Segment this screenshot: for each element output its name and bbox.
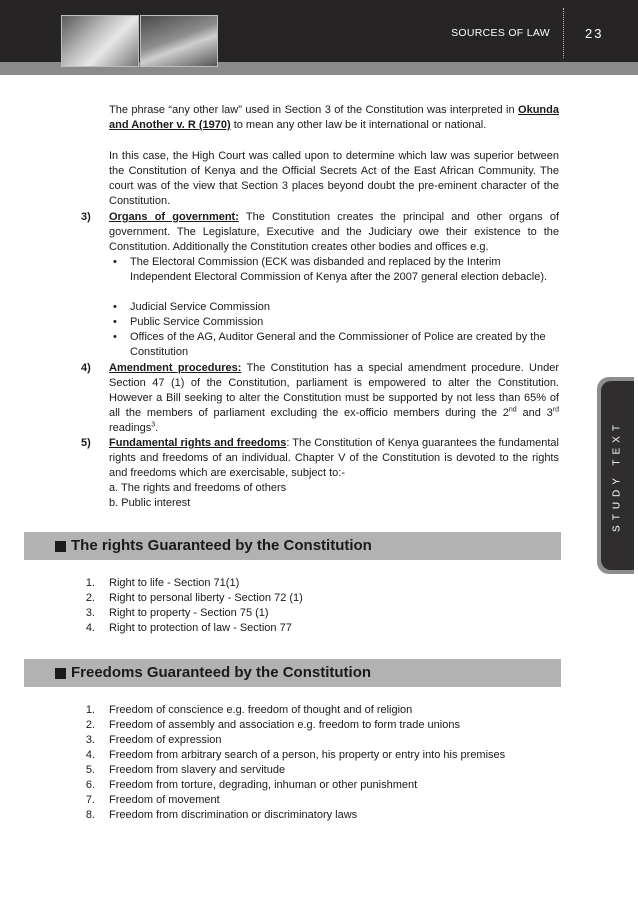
list-number: 2. <box>85 592 95 604</box>
item-4-number: 4) <box>81 362 91 374</box>
list-item: Freedom of expression <box>109 734 222 746</box>
item-3-paragraph <box>109 210 559 255</box>
item-4-text: readings <box>109 422 152 434</box>
item-5-number: 5) <box>81 437 91 449</box>
list-item: Freedom from discrimination or discriminatory laws <box>109 809 358 821</box>
list-item: Right to personal liberty - Section 72 (1) <box>109 592 303 604</box>
list-item: Right to protection of law - Section 77 <box>109 622 292 634</box>
list-item: Freedom from torture, degrading, inhuman or other punishment <box>109 779 418 791</box>
bullet-icon: • <box>113 331 117 343</box>
list-item: Freedom from arbitrary search of a person, his property or entry into his premises <box>109 749 506 761</box>
bullet-icon: • <box>113 256 117 268</box>
bullet-icon: • <box>113 316 117 328</box>
intro-paragraph-1 <box>109 103 559 133</box>
list-number: 5. <box>85 764 95 776</box>
item-4-text: The Constitution has a special amendment procedure. Under Section 47 (1) of the Constitution, parliament is empowered to alter the Constitution. However a Bill seeking to alter the Constitution must be supported by not less than 65% of all the members of parliament excluding the ex-officio members during the 2 <box>109 362 559 419</box>
list-number: 8. <box>85 809 95 821</box>
list-number: 7. <box>85 794 95 806</box>
header-divider <box>563 8 564 58</box>
bullet-icon: • <box>113 301 117 313</box>
intro-text-end: to mean any other law be it international or national. <box>233 119 487 131</box>
list-number: 1. <box>85 577 95 589</box>
item-5-text: : The Constitution of Kenya guarantees the fundamental rights and freedoms of an individual. Chapter V of the Constitution is devoted to the rights and freedoms which are exercisable, subject to:- <box>109 437 559 479</box>
item-4-heading: Amendment procedures: <box>109 362 242 374</box>
section-square-icon <box>55 668 66 679</box>
bullet-item: The Electoral Commission (ECK was disbanded and replaced by the Interim Independent Electoral Commission of Kenya after the 2007 general election debacle). <box>130 256 548 283</box>
list-number: 6. <box>85 779 95 791</box>
list-number: 4. <box>85 749 95 761</box>
intro-text: The phrase “any other law” used in Section 3 of the Constitution was interpreted in <box>109 104 515 116</box>
item-3-number: 3) <box>81 211 91 223</box>
bullet-item: Judicial Service Commission <box>130 301 270 313</box>
section-heading-freedoms <box>24 659 561 687</box>
section-square-icon <box>55 541 66 552</box>
list-item: Freedom of movement <box>109 794 220 806</box>
footnote-marker: 3 <box>151 421 156 429</box>
item-4-paragraph <box>109 361 559 436</box>
list-number: 2. <box>85 719 95 731</box>
case-citation: Okunda and Another v. R (1970) <box>109 104 559 131</box>
superscript: rd <box>552 406 560 414</box>
section-heading-rights <box>24 532 561 560</box>
header-photo-business-people <box>61 15 139 67</box>
list-item: Right to life - Section 71(1) <box>109 577 240 589</box>
list-item: Right to property - Section 75 (1) <box>109 607 269 619</box>
superscript: nd <box>508 406 517 414</box>
sub-item: b. Public interest <box>109 497 191 509</box>
item-5-paragraph <box>109 436 559 481</box>
item-4-text: and 3 <box>522 407 553 419</box>
item-3-text: The Constitution creates the principal and other organs of government. The Legislature, Executive and the Judiciary owe their existence to the Constitution. Additionally the Constitution creates other bodies and offices e.g. <box>109 211 560 253</box>
item-3-heading: Organs of government: <box>109 211 239 223</box>
list-item: Freedom of conscience e.g. freedom of thought and of religion <box>109 704 413 716</box>
section-title: The rights Guaranteed by the Constitution <box>71 537 372 554</box>
list-number: 3. <box>85 607 95 619</box>
sub-item: a. The rights and freedoms of others <box>109 482 287 494</box>
list-item: Freedom from slavery and servitude <box>109 764 286 776</box>
list-number: 3. <box>85 734 95 746</box>
list-number: 1. <box>85 704 95 716</box>
list-number: 4. <box>85 622 95 634</box>
item-5-heading: Fundamental rights and freedoms <box>109 437 287 449</box>
list-item: Freedom of assembly and association e.g. freedom to form trade unions <box>109 719 460 731</box>
page-number: 23 <box>585 26 604 41</box>
item-4-text: . <box>155 422 159 434</box>
side-tab-label: STUDY TEXT <box>611 420 623 532</box>
intro-paragraph-2: In this case, the High Court was called upon to determine which law was superior between the Constitution of Kenya and the Official Secrets Act of the East African Community. The court was of the view that Section 3 places beyond doubt the pre-eminent character of the Constitution. <box>109 150 559 207</box>
running-header-title: SOURCES OF LAW <box>451 27 550 39</box>
header-photo-gavel <box>140 15 218 67</box>
bullet-item: Offices of the AG, Auditor General and the Commissioner of Police are created by the Constitution <box>130 331 546 358</box>
section-title: Freedoms Guaranteed by the Constitution <box>71 664 372 681</box>
bullet-item: Public Service Commission <box>130 316 264 328</box>
